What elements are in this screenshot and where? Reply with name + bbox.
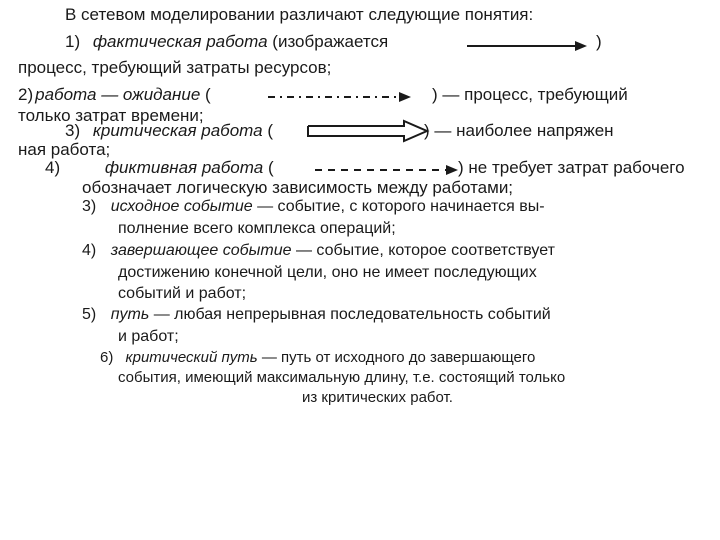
item-4-tail: ) не требует затрат рабочего [458, 158, 685, 177]
item-8-cont-1: события, имеющий максимальную длину, т.е. состоящий только [118, 369, 566, 386]
solid-arrow-icon [465, 38, 590, 54]
term-actual-work: фактическая работа [92, 32, 268, 51]
item-3-tail: ) — наиболее напряжен [424, 121, 614, 140]
item-8-line: 6) критический путь — путь от исходного до завершающего [100, 349, 536, 366]
double-arrow-icon [306, 119, 430, 143]
item-1-cont: процесс, требующий затраты ресурсов; [18, 58, 332, 77]
item-2-cont: только затрат времени; [18, 106, 204, 125]
dash-dot-arrow-icon [265, 89, 415, 105]
item-1-line: 1) фактическая работа (изображается [65, 32, 389, 51]
term-path: путь [110, 306, 150, 323]
item-5-cont: полнение всего комплекса операций; [118, 220, 396, 237]
item-4-line: 4) фиктивная работа ( [45, 158, 274, 177]
item-4-cont: обозначает логическую зависимость между работами; [82, 178, 514, 197]
term-wait-work: работа — ожидание [35, 85, 201, 104]
item-2-tail: ) — процесс, требующий [432, 85, 628, 104]
dashed-arrow-icon [312, 162, 462, 178]
item-5-line: 3) исходное событие — событие, с которого начинается вы- [82, 198, 545, 215]
term-initial-event: исходное событие [110, 198, 253, 215]
item-6-cont-2: событий и работ; [118, 285, 247, 302]
term-critical-work: критическая работа [92, 121, 263, 140]
item-3-cont: ная работа; [18, 140, 111, 159]
item-2-line: 2) работа — ожидание ( [18, 85, 211, 104]
item-3-line: 3) критическая работа ( [65, 121, 274, 140]
item-6-line: 4) завершающее событие — событие, которое соответствует [82, 242, 555, 259]
item-7-line: 5) путь — любая непрерывная последовательность событий [82, 306, 551, 323]
term-final-event: завершающее событие [110, 242, 292, 259]
term-fictitious-work: фиктивная работа [104, 158, 264, 177]
term-critical-path: критический путь [125, 349, 258, 366]
item-7-cont: и работ; [118, 328, 179, 345]
item-6-cont-1: достижению конечной цели, оно не имеет последующих [118, 264, 537, 281]
intro-line: В сетевом моделировании различают следующие понятия: [65, 5, 534, 24]
item-1-close: ) [596, 32, 602, 51]
item-8-cont-2: из критических работ. [302, 389, 453, 406]
